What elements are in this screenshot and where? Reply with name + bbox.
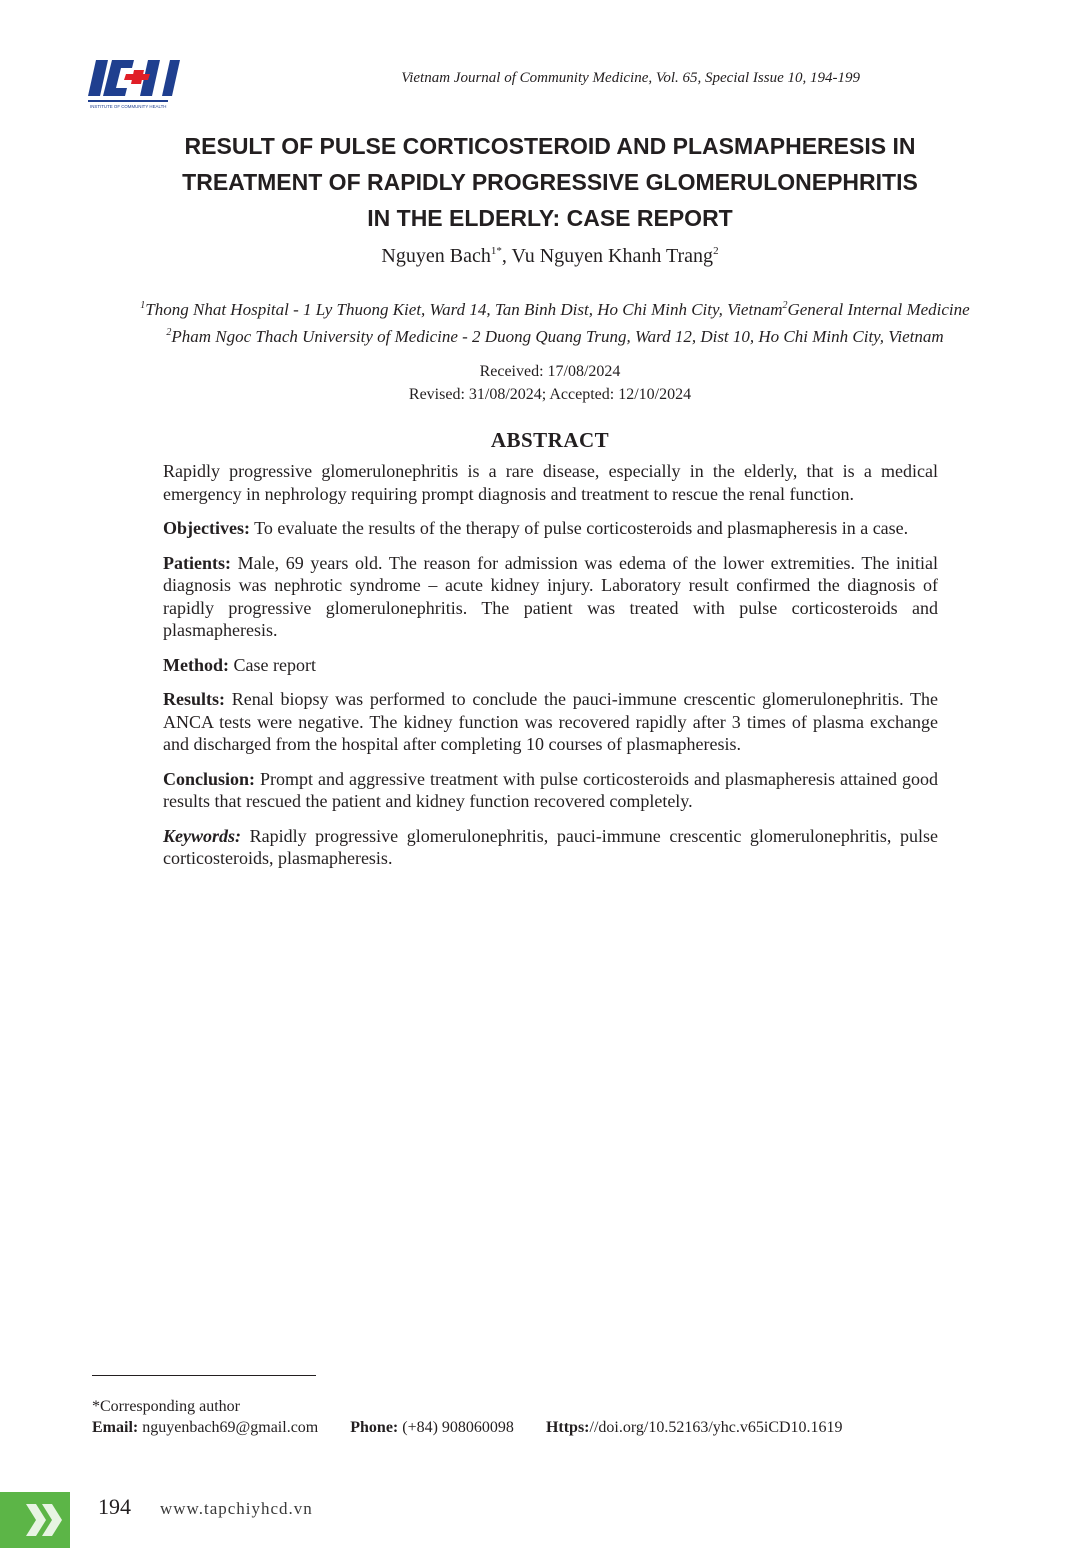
revised-accepted-dates: Revised: 31/08/2024; Accepted: 12/10/2024 (408, 386, 692, 403)
affiliation-text: Thong Nhat Hospital - 1 Ly Thuong Kiet, Ward 14, Tan Binh Dist, Ho Chi Minh City, Vietnam (145, 300, 783, 319)
affiliations (60, 294, 1050, 348)
section-text: Rapidly progressive glomerulonephritis, pauci-immune crescentic glomerulonephritis, pulse corticosteroids, plasmapheresis. (163, 825, 938, 868)
title-line-3: IN THE ELDERLY: CASE REPORT (367, 205, 733, 231)
doi-entry (546, 1419, 857, 1436)
affiliation-line-1 (60, 294, 1050, 321)
abstract-method (163, 654, 938, 677)
abstract-results (163, 688, 938, 756)
section-label: Patients: (163, 552, 231, 573)
author-1-name: Nguyen Bach (381, 245, 491, 267)
email-link[interactable]: nguyenbach69@gmail.com (138, 1419, 319, 1436)
affiliation-mark: 2 (166, 327, 172, 338)
ich-logo-icon (88, 58, 180, 110)
paper-title (90, 128, 1010, 236)
affiliation-mark: 1 (140, 300, 146, 311)
section-label: Results: (163, 689, 225, 709)
title-line-2: TREATMENT OF RAPIDLY PROGRESSIVE GLOMERULONEPHRITIS (182, 169, 918, 195)
footnote (92, 1396, 992, 1438)
abstract-body (163, 460, 938, 882)
affiliation-text: Pham Ngoc Thach University of Medicine - 2 Duong Quang Trung, Ward 12, Dist 10, Ho Chi Minh City, Vietnam (171, 327, 944, 346)
affiliation-mark: 2 (782, 300, 788, 311)
section-label: Method: (163, 654, 229, 675)
abstract-objectives (163, 517, 938, 540)
footer-green-tab (0, 1492, 70, 1548)
phone-label: Phone: (350, 1419, 399, 1436)
corresponding-author-note: *Corresponding author (92, 1398, 240, 1415)
contact-row (92, 1417, 992, 1438)
page-number: 194 (98, 1494, 131, 1519)
journal-website-link[interactable]: www.tapchiyhcd.vn (160, 1499, 313, 1518)
section-text: Renal biopsy was performed to conclude the pauci-immune crescentic glomerulonephritis. The ANCA tests were negative. The kidney function was recovered rapidly after 3 times of plasma exchange and discharged from the hospital after completing 10 courses of plasmapheresis. (163, 689, 938, 754)
section-text: To evaluate the results of the therapy of pulse corticosteroids and plasmapheresis in a case. (249, 518, 909, 538)
phone-entry (350, 1419, 528, 1436)
logo-caption: INSTITUTE OF COMMUNITY HEALTH (90, 104, 167, 109)
section-text: Prompt and aggressive treatment with pulse corticosteroids and plasmapheresis attained good results that rescued the patient and kidney function recovered completely. (163, 768, 938, 811)
double-chevron-right-icon (24, 1500, 64, 1540)
section-label: Conclusion: (163, 768, 256, 789)
author-2-affiliation-mark: 2 (713, 245, 719, 257)
section-label: Objectives: (163, 518, 250, 538)
section-text: Male, 69 years old. The reason for admission was edema of the lower extremities. The initial diagnosis was nephrotic syndrome – acute kidney injury. Laboratory result confirmed the diagnosis of rapidly progressive glomerulonephritis. The patient was treated with pulse corticosteroids and plasmapheresis. (163, 552, 938, 640)
abstract-patients (163, 552, 938, 642)
affiliation-line-2 (60, 321, 1050, 348)
received-date: Received: 17/08/2024 (479, 363, 621, 380)
email-label: Email: (92, 1419, 139, 1436)
footnote-divider (92, 1375, 316, 1376)
section-text: Case report (229, 654, 316, 675)
author-1-affiliation-mark: 1* (490, 245, 502, 257)
section-label: Keywords: (163, 825, 241, 846)
author-2-name: Vu Nguyen Khanh Trang (511, 245, 714, 267)
abstract-heading: ABSTRACT (490, 428, 610, 452)
doi-link[interactable]: //doi.org/10.52163/yhc.v65iCD10.1619 (589, 1419, 843, 1436)
title-line-1: RESULT OF PULSE CORTICOSTEROID AND PLASMAPHERESIS IN (184, 133, 916, 159)
journal-logo (88, 58, 180, 110)
abstract-intro: Rapidly progressive glomerulonephritis is a rare disease, especially in the elderly, that is a medical emergency in nephrology requiring prompt diagnosis and treatment to rescue the renal function. (163, 461, 938, 504)
abstract-conclusion (163, 768, 938, 813)
https-label: Https: (545, 1419, 590, 1436)
article-dates (200, 360, 900, 406)
email-entry (92, 1419, 332, 1436)
affiliation-text: General Internal Medicine (787, 300, 970, 319)
author-list (90, 245, 1010, 268)
journal-citation: Vietnam Journal of Community Medicine, Vol. 65, Special Issue 10, 194-199 (401, 70, 860, 86)
abstract-keywords (163, 825, 938, 870)
phone-value: (+84) 908060098 (398, 1419, 514, 1436)
author-separator: , (501, 245, 512, 267)
